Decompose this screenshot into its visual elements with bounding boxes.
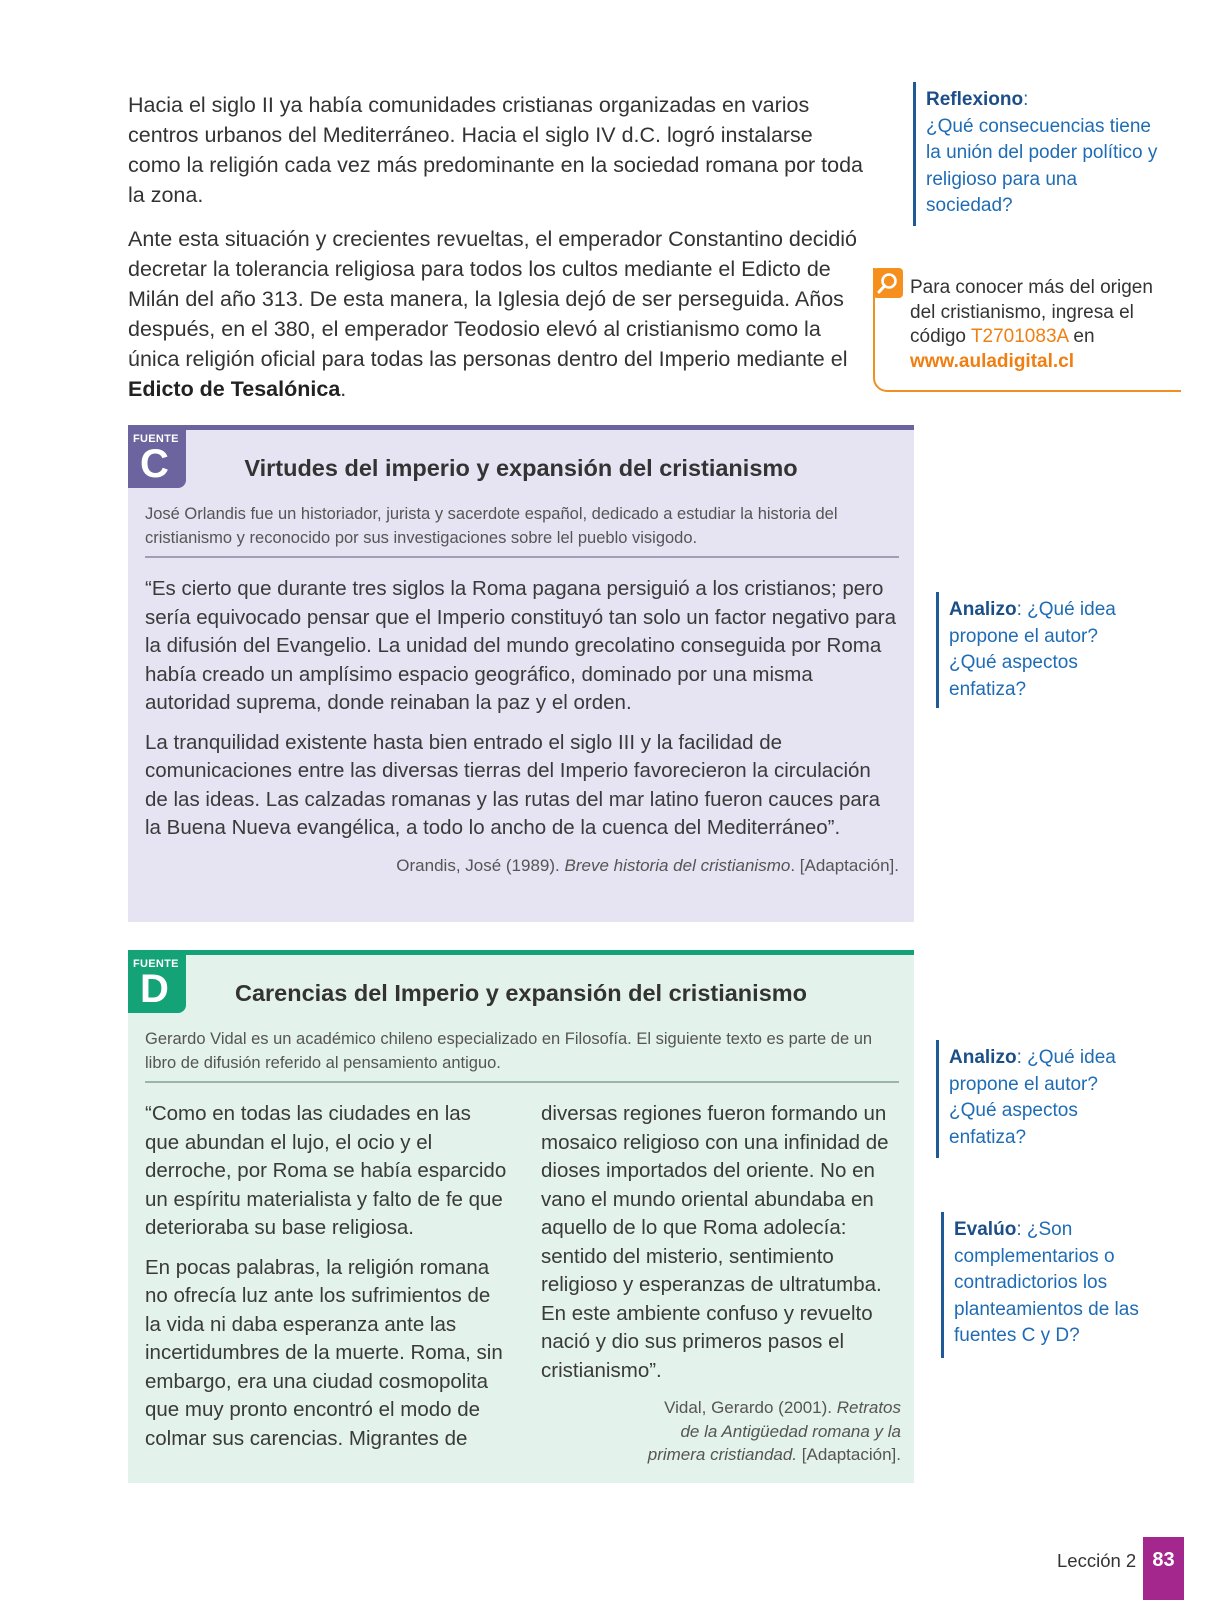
fuente-d-ref-author: Vidal, Gerardo (2001).: [664, 1398, 837, 1417]
fuente-c-ref-end: . [Adaptación].: [790, 855, 899, 875]
intro-text: [128, 90, 868, 418]
fuente-d-title: Carencias del Imperio y expansión del cristianismo: [234, 980, 808, 1006]
analizo-question-c: Analizo: ¿Qué idea propone el autor? ¿Qué aspectos enfatiza?: [936, 592, 1146, 708]
evaluo-question: Evalúo: ¿Son complementarios o contradictorios los planteamientos de las fuentes C y D?: [941, 1212, 1141, 1358]
digital-website-link[interactable]: www.auladigital.cl: [910, 350, 1074, 372]
fuente-d-ref-end: [Adaptación].: [797, 1445, 901, 1464]
fuente-c-reference: [145, 854, 899, 878]
fuente-c-box: [128, 425, 914, 922]
intro-paragraph-2-text: Ante esta situación y crecientes revueltas, el emperador Constantino decidió decretar la tolerancia religiosa para todos los cultos mediante el Edicto de Milán del año 313. De esta manera, la Iglesia dejó de ser perseguida. Años después, en el 380, el emperador Teodosio elevó al cristianismo como la única religión oficial para todas las personas dentro del Imperio mediante el: [128, 227, 858, 371]
evaluo-text: ¿Son complementarios o contradictorios los planteamientos de las fuentes C y D?: [954, 1219, 1139, 1346]
fuente-c-ref-author: Orandis, José (1989).: [396, 855, 565, 875]
fuente-d-badge-letter: D: [140, 967, 169, 1011]
lesson-label: Lección 2: [1057, 1550, 1137, 1571]
fuente-d-box: [128, 950, 914, 1483]
analizo-d-label: Analizo: [949, 1047, 1017, 1068]
fuente-d-intro: Gerardo Vidal es un académico chileno especializado en Filosofía. El siguiente texto es parte de un libro de difusión referido al pensamiento antiguo.: [145, 1027, 899, 1083]
fuente-d-badge-word: FUENTE: [133, 958, 179, 970]
digital-text-before: Para conocer más del origen del cristianismo, ingresa el código: [910, 277, 1153, 347]
fuente-c-badge-word: FUENTE: [133, 433, 179, 445]
page-number: 83: [1143, 1537, 1184, 1600]
digital-text-after: en: [1068, 326, 1095, 347]
fuente-c-paragraph-1: “Es cierto que durante tres siglos la Roma pagana persiguió a los cristianos; pero sería equivocado pensar que el Imperio constituyó tan solo un factor negativo para la difusión del Evangelio. La unidad del mundo grecolatino conseguida por Roma había creado un amplísimo espacio geográfico, dominado por una misma autoridad suprema, donde reinaban la paz y el orden.: [145, 577, 896, 714]
magnifier-icon: [873, 268, 903, 298]
reflexiono-label: Reflexiono: [926, 89, 1024, 110]
reflexiono-question: Reflexiono: ¿Qué consecuencias tiene la unión del poder político y religioso para una sociedad?: [913, 82, 1163, 226]
analizo-c-label: Analizo: [949, 599, 1017, 620]
digital-resource-text: [910, 276, 1180, 374]
reflexiono-text: ¿Qué consecuencias tiene la unión del poder político y religioso para una sociedad?: [926, 115, 1158, 216]
digital-resource-callout: [873, 268, 1181, 392]
intro-paragraph-2-end: .: [340, 377, 347, 401]
fuente-c-intro: José Orlandis fue un historiador, jurista y sacerdote español, dedicado a estudiar la historia del cristianismo y reconocido por sus investigaciones sobre lel pueblo visigodo.: [145, 502, 899, 558]
evaluo-label: Evalúo: [954, 1219, 1017, 1240]
analizo-question-d: Analizo: ¿Qué idea propone el autor? ¿Qué aspectos enfatiza?: [936, 1040, 1146, 1158]
intro-paragraph-1: Hacia el siglo II ya había comunidades cristianas organizadas en varios centros urbanos del Mediterráneo. Hacia el siglo IV d.C. logró instalarse como la religión cada vez más predominante en la sociedad romana por toda la zona.: [128, 93, 864, 207]
fuente-c-title: Virtudes del imperio y expansión del cristianismo: [244, 455, 798, 481]
analizo-d-text: ¿Qué idea propone el autor? ¿Qué aspectos enfatiza?: [949, 1047, 1116, 1148]
fuente-d-column-2: [541, 1100, 901, 1467]
digital-code: T2701083A: [970, 326, 1069, 347]
fuente-d-col2-paragraph-1: diversas regiones fueron formando un mosaico religioso con una infinidad de dioses importados del oriente. No en vano el mundo oriental abundaba en aquello de lo que Roma adolecía: sentido del misterio, sentimiento religioso y esperanzas de ultratumba. En este ambiente confuso y revuelto nació y dio sus primeros pasos el cristianismo”.: [541, 1102, 889, 1382]
fuente-c-body: [145, 575, 899, 877]
fuente-d-col1-paragraph-2: En pocas palabras, la religión romana no ofrecía luz ante los sufrimientos de la vida ni daba esperanza ante las incertidumbres de la muerte. Roma, sin embargo, era una ciudad cosmopolita que muy pronto encontró el modo de colmar sus carencias. Migrantes de: [145, 1255, 503, 1450]
fuente-d-col1-paragraph-1: “Como en todas las ciudades en las que abundan el lujo, el ocio y el derroche, por Roma se había esparcido un espíritu materialista y falto de fe que deterioraba su base religiosa.: [145, 1102, 507, 1239]
fuente-c-paragraph-2: La tranquilidad existente hasta bien entrado el siglo III y la facilidad de comunicaciones entre las diversas tierras del Imperio favorecieron la circulación de las ideas. Las calzadas romanas y las rutas del mar latino fueron cauces para la Buena Nueva evangélica, a todo lo ancho de la cuenca del Mediterráneo”.: [145, 730, 880, 839]
analizo-c-text: ¿Qué idea propone el autor? ¿Qué aspectos enfatiza?: [949, 599, 1116, 700]
fuente-d-reference: [541, 1396, 901, 1467]
fuente-c-badge-letter: C: [140, 442, 169, 486]
fuente-c-ref-title: Breve historia del cristianismo: [564, 855, 791, 875]
edicto-tesalonica: Edicto de Tesalónica: [128, 377, 341, 401]
fuente-d-ref-title: Retratos de la Antigüedad romana y la primera cristiandad.: [647, 1398, 901, 1464]
fuente-d-column-1: [145, 1100, 507, 1464]
intro-paragraph-2: [128, 224, 868, 404]
